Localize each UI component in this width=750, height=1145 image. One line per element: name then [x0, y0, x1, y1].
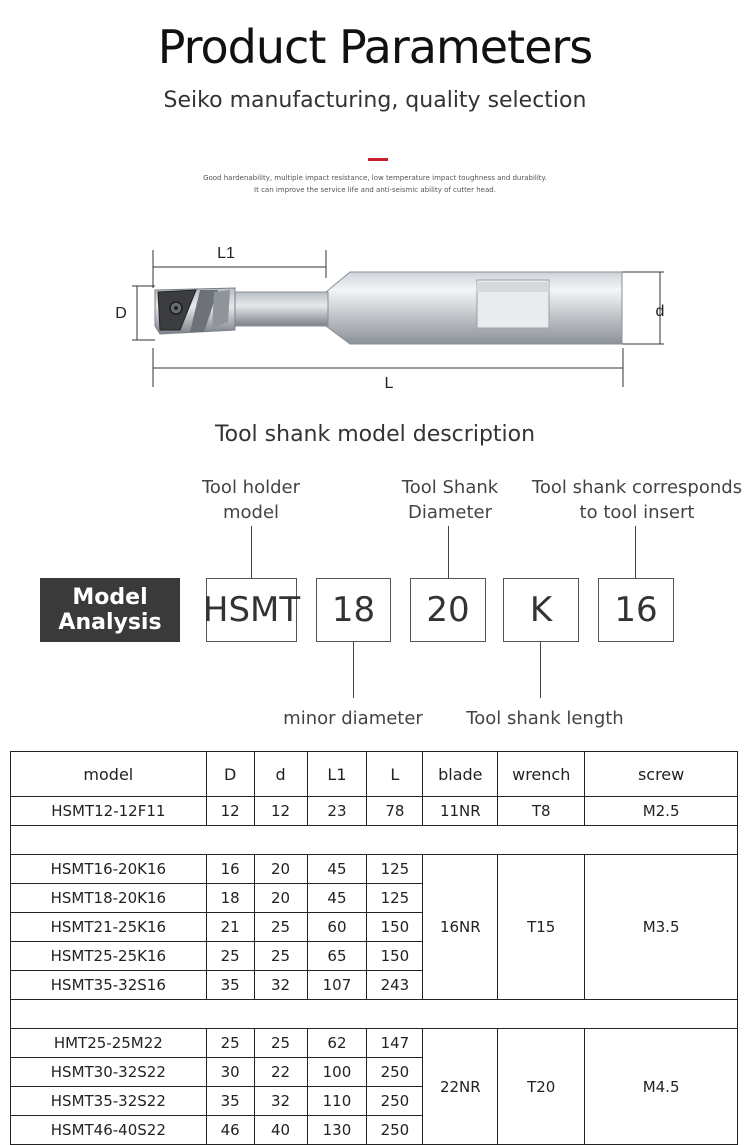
cell-d: 35: [206, 1087, 254, 1116]
code-box-diameter: 20: [410, 578, 486, 642]
header-L: L: [367, 752, 423, 797]
cell-model: HSMT46-40S22: [11, 1116, 207, 1145]
cell-l: 125: [367, 855, 423, 884]
connector-length: [540, 642, 541, 698]
cell-l: 250: [367, 1087, 423, 1116]
label-tool-shank-length: Tool shank length: [466, 708, 624, 729]
cell-l: 250: [367, 1058, 423, 1087]
cell-l1: 23: [307, 797, 367, 826]
cell-l1: 107: [307, 971, 367, 1000]
cell-d: 16: [206, 855, 254, 884]
cell-d: 25: [254, 1029, 307, 1058]
label-minor-diameter: minor diameter: [283, 708, 423, 729]
accent-divider: [368, 158, 388, 161]
cell-wrench: T20: [498, 1029, 585, 1145]
header-D: D: [206, 752, 254, 797]
cell-wrench: T8: [498, 797, 585, 826]
cell-screw: M4.5: [585, 1029, 738, 1145]
cell-l1: 65: [307, 942, 367, 971]
cell-d: 25: [254, 942, 307, 971]
cell-d: 25: [206, 1029, 254, 1058]
spec-table-body: [11, 797, 738, 1145]
cell-model: HSMT35-32S16: [11, 971, 207, 1000]
cell-l: 150: [367, 942, 423, 971]
connector-insert: [635, 526, 636, 578]
cell-l: 78: [367, 797, 423, 826]
cell-model: HSMT18-20K16: [11, 884, 207, 913]
dimension-label-D: D: [115, 305, 127, 322]
cell-model: HSMT30-32S22: [11, 1058, 207, 1087]
cell-model: HSMT16-20K16: [11, 855, 207, 884]
table-group-gap: [11, 826, 738, 855]
dimension-label-L: L: [384, 375, 394, 392]
code-box-length: K: [503, 578, 579, 642]
spec-table: [10, 751, 738, 1145]
table-header-row: [11, 752, 738, 797]
gap-cell: [11, 826, 738, 855]
description-line-1: Good hardenability, multiple impact resistance, low temperature impact toughness and durability.: [203, 174, 547, 182]
header-blade: blade: [423, 752, 498, 797]
cell-model: HSMT25-25K16: [11, 942, 207, 971]
table-row: [11, 797, 738, 826]
table-row: [11, 1029, 738, 1058]
cell-d: 32: [254, 1087, 307, 1116]
label-tool-holder-model: Tool holder model: [201, 477, 300, 523]
header-model: model: [11, 752, 207, 797]
tool-holder-diagram: [0, 230, 750, 400]
table-group-gap: [11, 1000, 738, 1029]
cell-l: 125: [367, 884, 423, 913]
cell-l1: 45: [307, 884, 367, 913]
cell-model: HSMT35-32S22: [11, 1087, 207, 1116]
cell-d: 12: [206, 797, 254, 826]
cell-model: HSMT12-12F11: [11, 797, 207, 826]
cell-d: 22: [254, 1058, 307, 1087]
cell-l1: 62: [307, 1029, 367, 1058]
cell-l: 147: [367, 1029, 423, 1058]
cell-d: 46: [206, 1116, 254, 1145]
description-line-2: It can improve the service life and anti-seismic ability of cutter head.: [254, 186, 496, 194]
cell-l: 250: [367, 1116, 423, 1145]
cell-blade: 22NR: [423, 1029, 498, 1145]
cell-l1: 130: [307, 1116, 367, 1145]
connector-holder: [251, 526, 252, 578]
connector-diameter: [448, 526, 449, 578]
cell-d: 40: [254, 1116, 307, 1145]
cell-l1: 60: [307, 913, 367, 942]
label-tool-insert: Tool shank corresponds to tool insert: [531, 477, 743, 523]
cell-d: 25: [254, 913, 307, 942]
header-L1: L1: [307, 752, 367, 797]
code-box-minor: 18: [316, 578, 391, 642]
cell-screw: M2.5: [585, 797, 738, 826]
connector-minor: [353, 642, 354, 698]
label-tool-shank-diameter: Tool Shank Diameter: [401, 477, 499, 523]
cell-model: HSMT21-25K16: [11, 913, 207, 942]
section-heading: Tool shank model description: [214, 422, 536, 447]
gap-cell: [11, 1000, 738, 1029]
dimension-label-L1: L1: [217, 245, 235, 262]
model-analysis-badge: Model Analysis: [40, 578, 180, 642]
table-row: [11, 855, 738, 884]
cell-d: 30: [206, 1058, 254, 1087]
cell-l1: 45: [307, 855, 367, 884]
cell-wrench: T15: [498, 855, 585, 1000]
header-screw: screw: [585, 752, 738, 797]
cell-d: 20: [254, 884, 307, 913]
cell-d: 18: [206, 884, 254, 913]
cell-screw: M3.5: [585, 855, 738, 1000]
cell-model: HMT25-25M22: [11, 1029, 207, 1058]
cell-d: 32: [254, 971, 307, 1000]
cell-l: 243: [367, 971, 423, 1000]
code-box-holder: HSMT: [206, 578, 297, 642]
code-box-insert: 16: [598, 578, 674, 642]
header-wrench: wrench: [498, 752, 585, 797]
cell-l: 150: [367, 913, 423, 942]
cell-blade: 16NR: [423, 855, 498, 1000]
cell-d: 25: [206, 942, 254, 971]
page-title: Product Parameters: [157, 20, 593, 74]
header-d: d: [254, 752, 307, 797]
cell-l1: 110: [307, 1087, 367, 1116]
cell-d: 21: [206, 913, 254, 942]
cell-l1: 100: [307, 1058, 367, 1087]
cell-d: 35: [206, 971, 254, 1000]
dimension-label-d: d: [655, 303, 665, 320]
cell-blade: 11NR: [423, 797, 498, 826]
page-subtitle: Seiko manufacturing, quality selection: [163, 88, 587, 113]
cell-d: 20: [254, 855, 307, 884]
cell-d: 12: [254, 797, 307, 826]
